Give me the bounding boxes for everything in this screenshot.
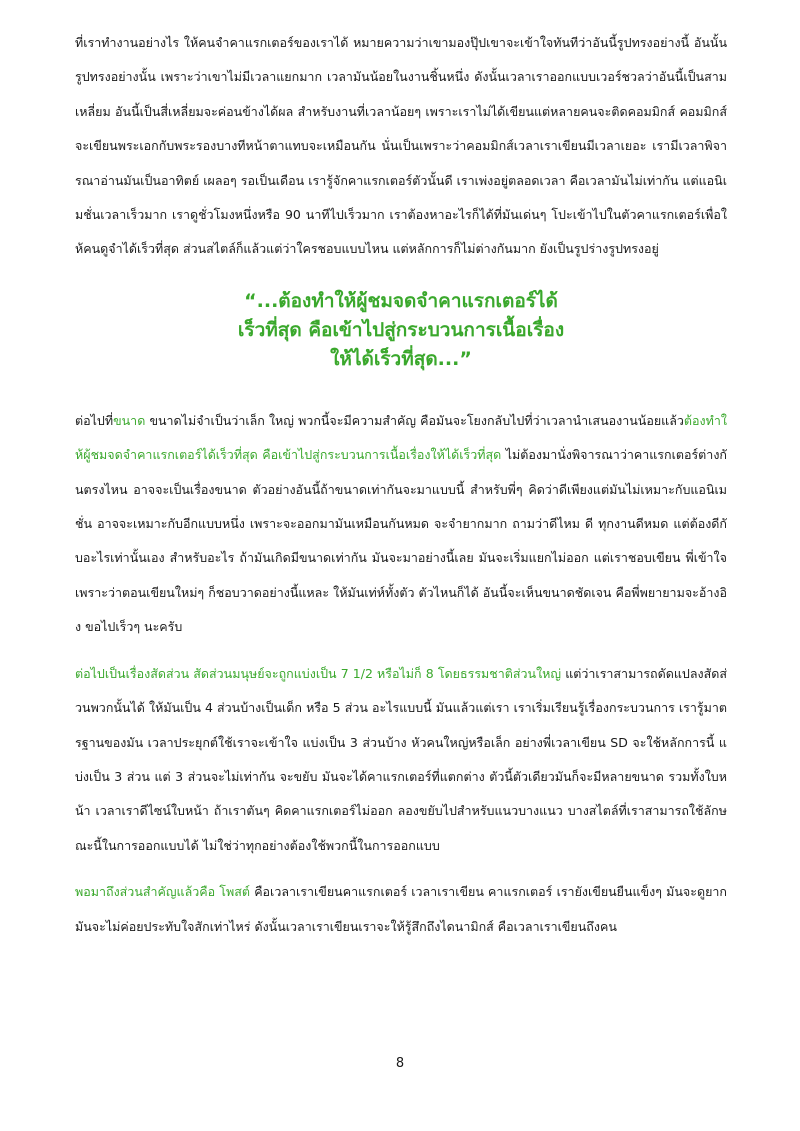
- paragraph-4-highlight-pose: พอมาถึงส่วนสำคัญแล้วคือ โพสต์: [75, 884, 251, 900]
- page-number: 8: [395, 1056, 405, 1071]
- body-paragraph-1: [75, 26, 727, 267]
- pull-quote-line-3: ให้ได้เร็วที่สุด...”: [330, 347, 472, 370]
- paragraph-1-text: ที่เราทำงานอย่างไร ให้คนจำคาแรกเตอร์ของเราได้ หมายความว่าเขามองปุ๊ปเขาจะเข้าใจทันทีว่าอันนี้รูปทรงอย่างนี้ อันนั้นรูปทรงอย่างนั้น เพราะว่าเขาไม่มีเวลาแยกมาก เวลามันน้อยในงานชิ้นหนึ่ง ดังนั้นเวลาเราออกแบบเวอร์ชวลว่าอันนี้เป็นสามเหลี่ยม อันนี้เป็นสี่เหลี่ยมจะค่อนข้างได้ผล สำหรับงานที่เวลาน้อยๆ เพราะเราไม่ได้เขียนแต่หลายคนจะติดคอมมิกส์ คอมมิกส์จะเขียนพระเอกกับพระรองบางทีหน้าตาแทบจะเหมือนกัน นั่นเป็นเพราะว่าคอมมิกส์เวลาเราเขียนมีเวลาเยอะ เรามีเวลาพิจารณาอ่านมันเป็นอาทิตย์ เผลอๆ รอเป็นเดือน เรารู้จักคาแรกเตอร์ตัวนั้นดี เราเพ่งอยู่ตลอดเวลา คือเวลามันไม่เท่ากัน แต่แอนิเมชั่นเวลาเร็วมาก เราดูชั่วโมงหนึ่งหรือ 90 นาทีไปเร็วมาก เราต้องหาอะไรก็ได้ที่มันเด่นๆ โปะเข้าไปในตัวคาแรกเตอร์เพื่อให้คนดูจำได้เร็วที่สุด ส่วนสไตล์ก็แล้วแต่ว่าใครชอบแบบไหน แต่หลักการก็ไม่ต่างกันมาก ยังเป็นรูปร่างรูปทรงอยู่: [75, 35, 727, 257]
- body-paragraph-3: [75, 657, 727, 863]
- paragraph-3-highlight-proportion: ต่อไปเป็นเรื่องสัดส่วน สัดส่วนมนุษย์จะถูกแบ่งเป็น 7 1/2 หรือไม่ก็ 8 โดยธรรมชาติส่วนใหญ่: [75, 665, 562, 681]
- paragraph-3-text: แต่ว่าเราสามารถดัดแปลงสัดส่วนพวกนั้นได้ ให้มันเป็น 4 ส่วนบ้างเป็นเด็ก หรือ 5 ส่วน อะไรแบบนี้ มันแล้วแต่เรา เราเริ่มเรียนรู้เรื่องกระบวนการ เรารู้มาตรฐานของมัน เวลาประยุกต์ใช้เราจะเข้าใจ แบ่งเป็น 3 ส่วนบ้าง หัวคนใหญ่หรือเล็ก อย่างพี่เวลาเขียน SD จะใช้หลักการนี้ แบ่งเป็น 3 ส่วน แต่ 3 ส่วนจะไม่เท่ากัน จะขยับ มันจะได้คาแรกเตอร์ที่แตกต่าง ตัวนี้ตัวเดียวมันก็จะมีหลายขนาด รวมทั้งใบหน้า เวลาเราดีไซน์ใบหน้า ถ้าเราตันๆ คิดคาแรกเตอร์ไม่ออก ลองขยับไปสำหรับแนวบางแนว บางสไตล์ที่เราสามารถใช้ลักษณะนี้ในการออกแบบได้ ไม่ใช่ว่าทุกอย่างต้องใช้พวกนี้ในการออกแบบ: [75, 665, 727, 853]
- paragraph-2-highlight-quote: ต้องทำให้ผู้ชมจดจำคาแรกเตอร์ได้เร็วที่สุด คือเข้าไปสู่กระบวนการเนื้อเรื่องให้ได้เร็วที่สุด: [75, 412, 727, 463]
- paragraph-2-text-1: ต่อไปที่: [75, 412, 114, 428]
- body-paragraph-4: [75, 875, 727, 944]
- pull-quote-line-2: เร็วที่สุด คือเข้าไปสู่กระบวนการเนื้อเรื่อง: [237, 318, 565, 341]
- paragraph-2-text-3: ไม่ต้องมานั่งพิจารณาว่าคาแรกเตอร์ต่างกันตรงไหน อาจจะเป็นเรื่องขนาด ตัวอย่างอันนี้ถ้าขนาดเท่ากันจะมาแบบนี้ สำหรับพี่ๆ คิดว่าดีเพียงแต่มันไม่เหมาะกับแอนิเมชั่น อาจจะเหมาะกับอีกแบบหนึ่ง เพราะจะออกมามันเหมือนกันหมด จะจำยากมาก ถามว่าดีไหม ดี ทุกงานดีหมด แต่ต้องดีกับอะไรเท่านั้นเอง สำหรับอะไร ถ้ามันเกิดมีขนาดเท่ากัน มันจะมาอย่างนี้เลย มันจะเริ่มแยกไม่ออก แต่เราชอบเขียน พี่เข้าใจ เพราะว่าตอนเขียนใหม่ๆ ก็ชอบวาดอย่างนี้แหละ ให้มันเท่ห์ทั้งตัว ตัวไหนก็ได้ อันนี้จะเห็นขนาดชัดเจน คือพี่พยายามจะอ้างอิง ขอไปเร็วๆ นะครับ: [75, 447, 727, 635]
- body-paragraph-2: [75, 404, 727, 645]
- paragraph-4-text: คือเวลาเราเขียนคาแรกเตอร์ เวลาเราเขียน คาแรกเตอร์ เรายังเขียนยืนแข็งๆ มันจะดูยาก มันจะไม่ค่อยประทับใจสักเท่าไหร่ ดังนั้นเวลาเราเขียนเราจะให้รู้สึกถึงไดนามิกส์ คือเวลาเราเขียนถึงคน: [75, 884, 728, 934]
- paragraph-2-text-2: ขนาดไม่จำเป็นว่าเล็ก ใหญ่ พวกนี้จะมีความสำคัญ คือมันจะโยงกลับไปที่ว่าเวลานำเสนองานน้อยแล้ว: [145, 412, 684, 428]
- paragraph-2-highlight-size: ขนาด: [113, 412, 146, 428]
- pull-quote: [75, 287, 727, 374]
- document-page: [75, 26, 727, 944]
- pull-quote-line-1: “...ต้องทำให้ผู้ชมจดจำคาแรกเตอร์ได้: [244, 289, 558, 312]
